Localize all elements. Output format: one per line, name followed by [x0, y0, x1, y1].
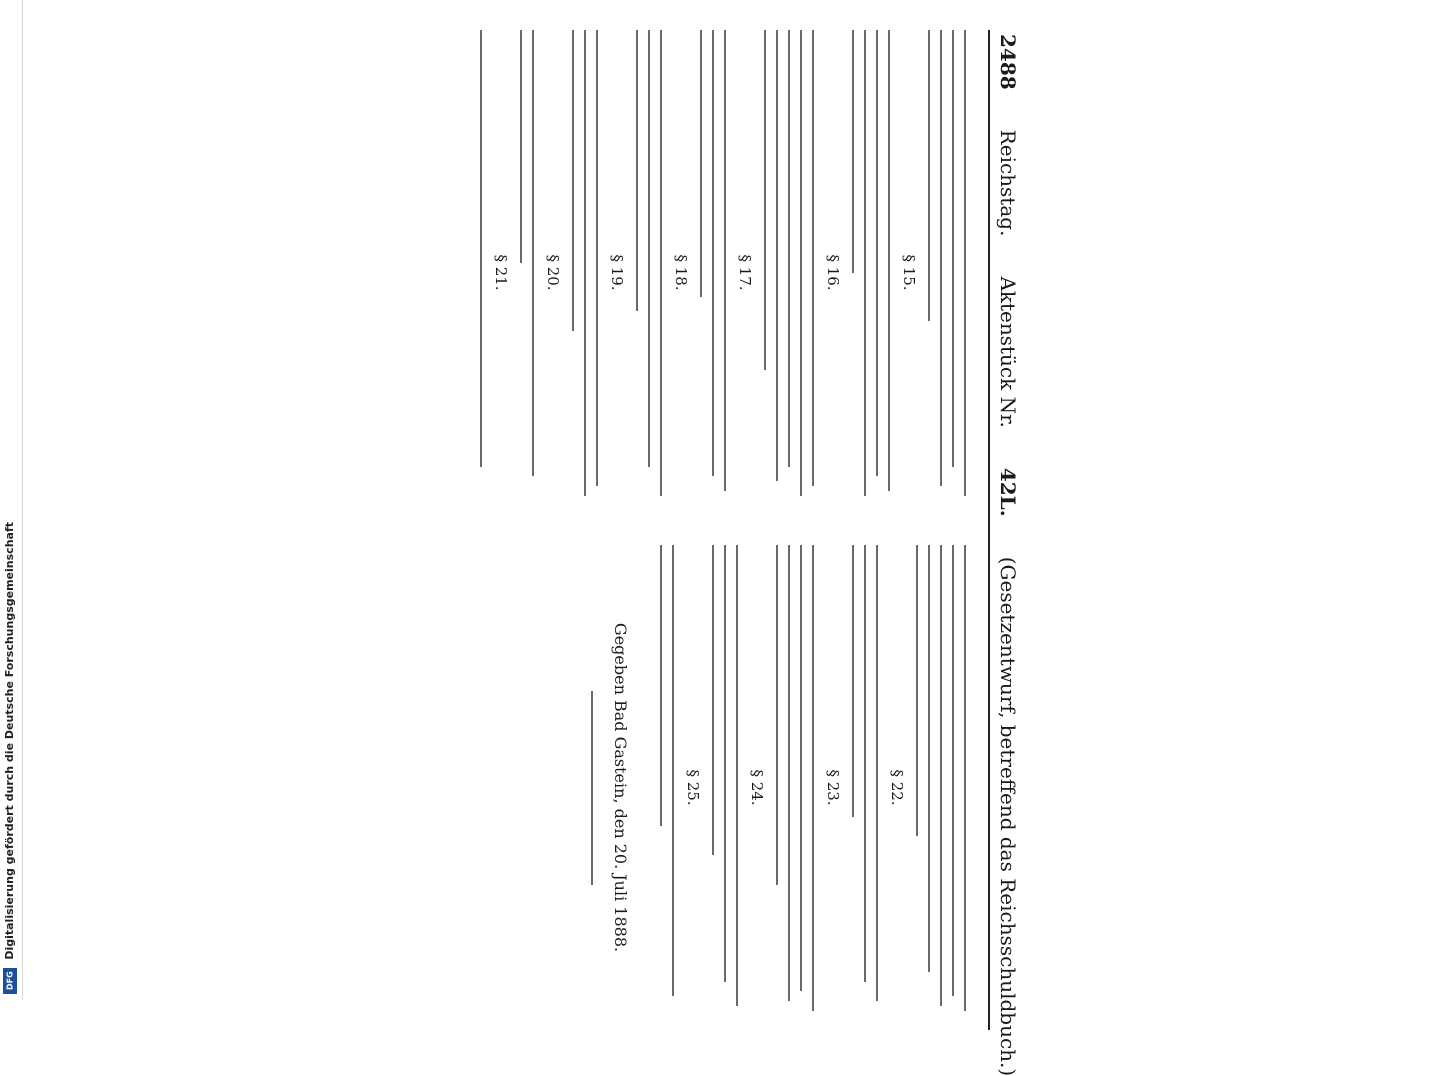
page-header [988, 30, 1020, 1076]
date-line: Gegeben Bad Gastein, den 20. Juli 1888. [611, 622, 630, 953]
section-heading: § 21. [492, 254, 510, 291]
rotated-page [60, 30, 1020, 1076]
section-heading: § 19. [608, 254, 626, 291]
page-number: 2488 [996, 34, 1020, 90]
dfg-logo-icon: DFG [3, 968, 17, 994]
section-heading: § 22. [888, 769, 906, 806]
section-heading: § 25. [684, 769, 702, 806]
publication: Reichstag. [996, 129, 1020, 237]
left-column [470, 30, 976, 515]
section-heading: § 16. [824, 254, 842, 291]
sidebar-credit: Digitalisierung gefördert durch die Deutsche Forschungsgemeinschaft [3, 522, 16, 960]
section-heading: § 20. [544, 254, 562, 291]
section-heading: § 18. [672, 254, 690, 291]
right-column [470, 545, 976, 1030]
section-heading: § 24. [748, 769, 766, 806]
attachment-number: 42L. [996, 467, 1020, 517]
section-heading: § 15. [900, 254, 918, 291]
sidebar [0, 0, 23, 1000]
section-heading: § 23. [824, 769, 842, 806]
attachment-label: Aktenstück Nr. [996, 276, 1020, 428]
section-heading: § 17. [736, 254, 754, 291]
subject: (Gesetzentwurf, betreffend das Reichsschuldbuch.) [996, 556, 1020, 1076]
